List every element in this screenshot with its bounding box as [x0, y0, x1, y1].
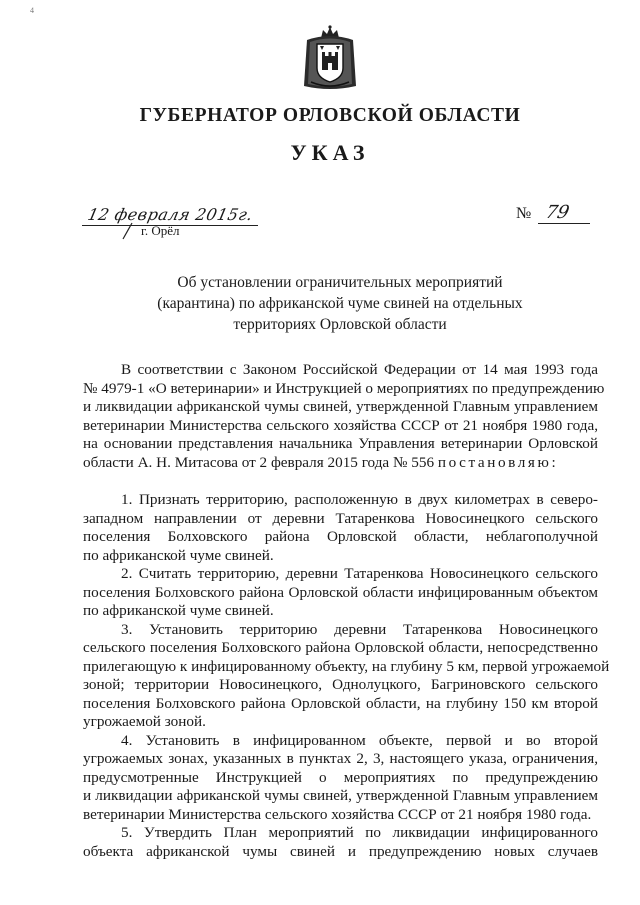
item-line: 4. Установить в инфицированном объекте, первой и во второй	[121, 731, 598, 749]
handwritten-date: 12 февраля 2015г.	[85, 205, 255, 224]
date-slash-mark	[120, 222, 134, 240]
preamble-line: ветеринарии Министерства сельского хозяйства СССР от 21 ноября 1980 года,	[83, 416, 598, 434]
preamble-line: № 4979-1 «О ветеринарии» и Инструкцией о мероприятиях по предупреждению	[83, 379, 605, 397]
item-line: западном направлении от деревни Татаренкова Новосинецкого сельского	[83, 509, 598, 527]
item-line: 2. Считать территорию, деревни Татаренкова Новосинецкого сельского	[121, 565, 598, 582]
preamble-line: В соответствии с Законом Российской Федерации от 14 мая 1993 года	[121, 361, 598, 378]
decree-item-3	[83, 620, 610, 732]
preamble-last-line	[83, 454, 598, 473]
handwritten-number: 79	[543, 202, 572, 223]
item-line: угрожаемых зонах, указанных в пунктах 2, 3, настоящего указа, ограничения,	[83, 750, 598, 767]
item-line: прилегающую к инфицированному объекту, на глубину 5 км, первой угрожаемой	[83, 657, 610, 675]
item-line: 3. Установить территорию деревни Татаренкова Новосинецкого	[121, 620, 598, 638]
decree-item-1	[83, 491, 598, 565]
item-line: 1. Признать территорию, расположенную в двух километрах в северо-	[121, 491, 598, 508]
preamble-line: на основании представления начальника Управления ветеринарии Орловской	[83, 435, 598, 452]
number-field	[538, 201, 590, 224]
issuing-authority: ГУБЕРНАТОР ОРЛОВСКОЙ ОБЛАСТИ	[139, 105, 521, 126]
corner-mark: 4	[30, 6, 34, 15]
preamble-line: и ликвидации африканской чумы свиней, утвержденной Главным управлением	[83, 398, 598, 415]
item-line: ветеринарии Министерства сельского хозяйства СССР от 21 ноября 1980 года.	[83, 805, 592, 823]
item-line: 5. Утвердить План мероприятий по ликвидации инфицированного	[121, 824, 598, 841]
item-line: поселения Болховского района Орловской области, неблагополучной	[83, 528, 598, 545]
item-line: по африканской чуме свиней.	[83, 602, 274, 619]
subject-line: Об установлении ограничительных мероприятий	[177, 274, 503, 291]
item-line: и ликвидации африканской чумы свиней, утвержденной Главным управлением	[83, 787, 598, 804]
decree-body	[83, 361, 610, 861]
coat-of-arms-emblem-icon	[301, 24, 359, 92]
decree-word: постановляю:	[437, 453, 559, 471]
item-line: сельского поселения Болховского района Орловской области, непосредственно	[83, 639, 598, 656]
item-line: угрожаемой зоной.	[83, 713, 206, 730]
document-type: УКАЗ	[290, 140, 370, 165]
paragraph-gap	[83, 472, 598, 491]
number-label: №	[516, 205, 532, 222]
item-line: предусмотренные Инструкцией о мероприятиях по предупреждению	[83, 768, 598, 786]
preamble-line: области А. Н. Митасова от 2 февраля 2015 года № 556	[83, 453, 435, 471]
decree-item-5	[83, 824, 598, 861]
item-line: поселения Болховского района Орловской области, на глубину 150 км второй	[83, 694, 598, 712]
decree-item-2	[83, 565, 598, 621]
decree-subject	[100, 272, 580, 335]
item-line: объекта африканской чумы свиней и предупреждению новых случаев	[83, 842, 598, 860]
decree-item-4	[83, 732, 598, 825]
place-of-issue: г. Орёл	[141, 223, 180, 238]
item-line: зоной; территории Новосинецкого, Однолуцкого, Багриновского сельского	[83, 676, 598, 693]
subject-line: территориях Орловской области	[233, 316, 447, 333]
item-line: по африканской чуме свиней.	[83, 546, 274, 564]
item-line: поселения Болховского района Орловской области инфицированным объектом	[83, 583, 598, 601]
preamble-paragraph	[83, 361, 605, 472]
subject-line: (карантина) по африканской чуме свиней на отдельных	[157, 295, 523, 312]
